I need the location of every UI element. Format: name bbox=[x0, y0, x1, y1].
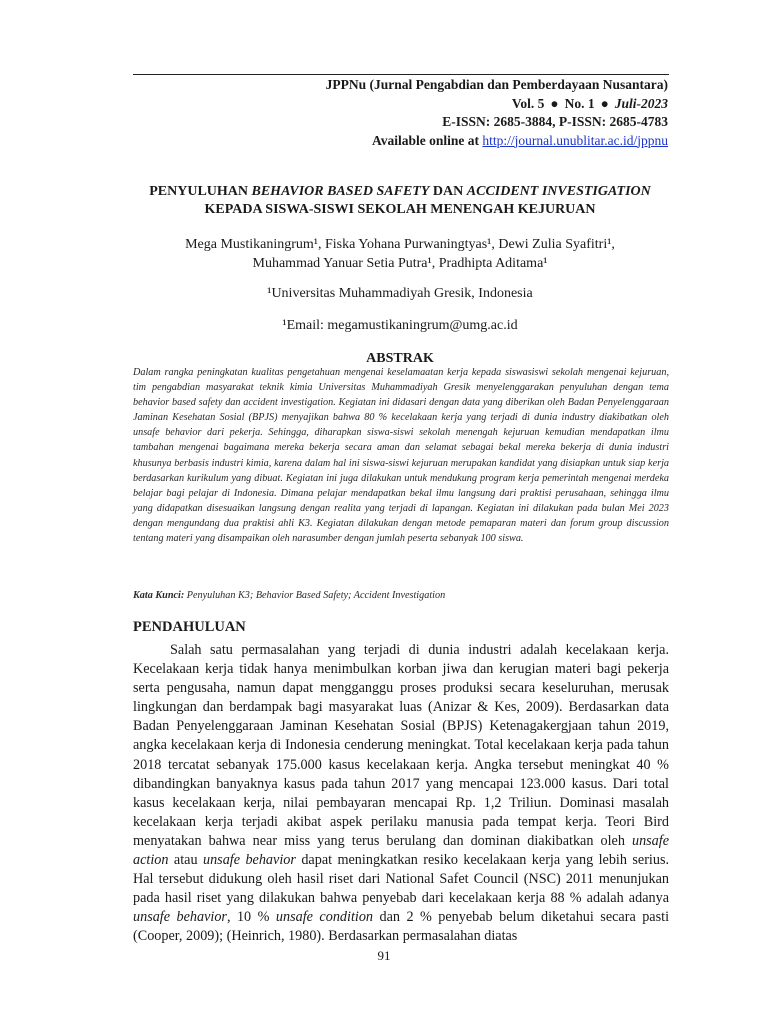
body-text-run: Salah satu permasalahan yang terjadi di dunia industri adalah kecelakaan kerja. Kecelakaan kerja tidak hanya menimbulkan korban jiwa dan kerugian materi bagi pekerja serta pengusaha, namun dapat mengganggu proses produksi secara keseluruhan, merusak lingkungan dan berdampak bagi masyarakat luas (Anizar & Kes, 2009). Berdasarkan data Badan Penyelenggaraan Jaminan Kesehatan Sosial (BPJS) Ketenagakergjaan tahun 2019, angka kecelakaan kerja di Indonesia cenderung meningkat. Total kecelakaan kerja pada tahun 2018 tercatat sebanyak 175.000 kasus kecelakaan kerja. Angka tersebut meningkat 40 % dibandingkan banyaknya kasus pada tahun 2017 yang mencapai 123.000 kasus. Dari total kasus kecelakaan kerja, nilai pembayaran mencapai Rp. 1,2 Triliun. Dominasi masalah kecelakaan kerja terjadi akibat aspek perilaku manusia pada tempat kerja. Teori Bird menyatakan bahwa near miss yang terus berulang dan dominan diakibatkan oleh bbox=[133, 642, 669, 849]
title-italic: ACCIDENT INVESTIGATION bbox=[466, 184, 651, 199]
keywords bbox=[133, 590, 669, 601]
authors-line-2: Muhammad Yanuar Setia Putra¹, Pradhipta Aditama¹ bbox=[252, 255, 548, 271]
body-paragraph bbox=[133, 641, 669, 947]
keywords-label: Kata Kunci: bbox=[133, 590, 185, 601]
body-italic-run: unsafe condition bbox=[275, 909, 374, 926]
availability-line bbox=[326, 132, 668, 151]
paper-title bbox=[100, 183, 700, 219]
header-rule bbox=[133, 74, 669, 75]
journal-header bbox=[326, 76, 668, 150]
abstract-text: Dalam rangka peningkatan kualitas pengetahuan mengenai keselamaatan kerja kepada siswasiswi sekolah mengenai kejuruan, tim pengabdian masyarakat teknik kimia Universitas Muhammadiyah Gresik menyelenggarakan penyuluhan dengan tema behavior based safety dan accident investigation. Kegiatan ini didasari dengan data yang diberikan oleh Badan Penyelenggaraan Jaminan Kesehatan Sosial (BPJS) menyajikan bahwa 80 % kecelakaan kerja yang terjadi di dunia industry diakibatkan oleh unsafe behavior dari pekerja. Sehingga, diharapkan siswa-siswi sekolah menengah kejuruan kemudian mendapatkan ilmu tambahan mengenai bagaimana mereka bekerja secara aman dan selamat sebagai bekal mereka bekerja di dunia industri khusunya berbasis industri kimia, karena dalam hal ini siswa-siswi kejuruan merupakan kandidat yang disiapkan untuk siap kerja berdasarkan kurikulum yang dibuat. Kegiatan ini juga dilakukan untuk mendukung program kerja pemerintah mengenai merdeka belajar bagi pelajar di Indonesia. Dimana pelajar mendapatkan bekal ilmu langsung dari praktisi perusahaan, sehingga ilmu yang didapatkan disesuaikan langsung dengan realita yang terjadi di lapangan. Kegiatan ini dilakukan pada bulan Mei 2023 dengan mengundang dua praktisi ahli K3. Kegiatan dilakukan dengan metode pemaparan materi dan forum group discussion tentang materi yang disampaikan oleh narasumber dengan jumlah peserta sebanyak 100 siswa. bbox=[133, 367, 669, 545]
body-text-run: dan 2 % penyebab belum diketahui secara pasti (Cooper, 2009); (Heinrich, 1980). Berdasarkan permasalahan diatas bbox=[133, 909, 670, 945]
title-line-2: KEPADA SISWA-SISWI SEKOLAH MENENGAH KEJURUAN bbox=[204, 202, 596, 217]
keywords-text: Penyuluhan K3; Behavior Based Safety; Accident Investigation bbox=[186, 590, 446, 601]
corresponding-email: ¹Email: megamustikaningrum@umg.ac.id bbox=[282, 318, 518, 333]
number: No. 1 bbox=[564, 95, 595, 111]
affiliation: ¹Universitas Muhammadiyah Gresik, Indonesia bbox=[267, 286, 533, 301]
bullet-icon: ● bbox=[600, 95, 609, 111]
title-text: PENYULUHAN bbox=[149, 184, 248, 199]
journal-name: JPPNu (Jurnal Pengabdian dan Pemberdayaan Nusantara) bbox=[325, 77, 668, 92]
issn-line: E-ISSN: 2685-3884, P-ISSN: 2685-4783 bbox=[442, 114, 668, 129]
bullet-icon: ● bbox=[550, 95, 559, 111]
title-italic: BEHAVIOR BASED SAFETY bbox=[251, 184, 430, 199]
title-text: DAN bbox=[432, 184, 464, 199]
available-label: Available online at bbox=[372, 132, 480, 148]
page-number: 91 bbox=[377, 948, 391, 963]
volume-line bbox=[326, 95, 668, 114]
body-text-run: dapat meningkatkan resiko kecelakaan kerja yang lebih serius. Hal tersebut didukung oleh hasil riset dari National Safet Council (NSC) 2011 menunjukan pada hasil riset yang dilakukan bahwa penyebab dari kecelakaan kerja 88 % adalah adanya bbox=[133, 852, 670, 907]
abstract-heading: ABSTRAK bbox=[366, 351, 434, 366]
body-text-run: atau bbox=[173, 852, 198, 869]
body-italic-run: unsafe behavior bbox=[202, 852, 296, 869]
author-list bbox=[100, 236, 700, 273]
body-text-run: , 10 % bbox=[226, 909, 270, 926]
body-italic-run: unsafe action bbox=[133, 832, 670, 869]
journal-url-link[interactable]: http://journal.unublitar.ac.id/jppnu bbox=[482, 132, 668, 148]
section-heading: PENDAHULUAN bbox=[133, 619, 246, 635]
volume: Vol. 5 bbox=[511, 95, 545, 111]
issue-date: Juli-2023 bbox=[614, 95, 668, 111]
body-italic-run: unsafe behavior bbox=[133, 909, 227, 926]
title-line-1 bbox=[100, 183, 700, 201]
authors-line-1: Mega Mustikaningrum¹, Fiska Yohana Purwaningtyas¹, Dewi Zulia Syafitri¹, bbox=[185, 237, 615, 252]
